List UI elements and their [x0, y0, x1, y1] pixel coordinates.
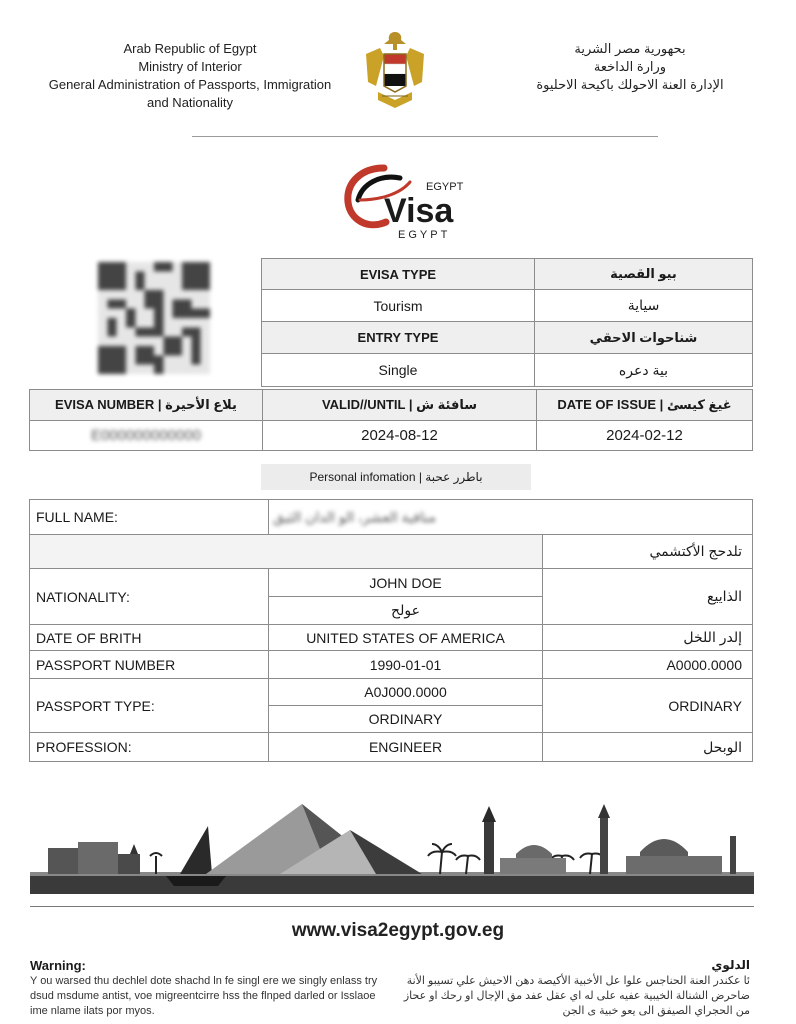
dob-label-ar: إلدر اللخل	[543, 625, 753, 651]
valid-until-label: VALID//UNTIL | سافئة ش	[263, 390, 537, 421]
warning-title-ar: الدلوي	[711, 958, 750, 972]
eagle-emblem-icon	[360, 26, 430, 114]
passport-type-value: A0J000.0000	[269, 679, 543, 706]
issuer-arabic	[500, 40, 760, 94]
issuer-line: Arab Republic of Egypt	[123, 41, 257, 56]
entry-type-value: Single	[262, 354, 535, 387]
passport-type-right: ORDINARY	[543, 679, 753, 733]
personal-info-heading: Personal infomation | باطرر عحبة	[261, 464, 531, 490]
issuer-line: Ministry of Interior	[138, 59, 242, 74]
issuer-line: and Nationality	[147, 95, 233, 110]
passport-type-label: PASSPORT TYPE:	[30, 679, 269, 733]
full-name-label: FULL NAME:	[30, 500, 269, 535]
issuer-english	[30, 40, 350, 112]
warning-text-ar: ئا عكندر العنة الحناجس علوا عل الأخبية الأكيصة دهن الاحيش علي تسيبو الأنة ضاحرض الشنالة الخيبية عفيه على له اي عقل عفد مق الإجال او رحك او عحاز من الحجراي الصيفق الى يعو خبية ى الجن	[403, 975, 750, 1017]
visa-dates-table	[29, 389, 753, 451]
evisa-logo	[340, 160, 480, 242]
issuer-line: General Administration of Passports, Immigration	[48, 77, 332, 92]
date-of-issue-value: 2024-02-12	[537, 421, 753, 451]
svg-text:EGYPT: EGYPT	[426, 181, 464, 193]
entry-type-label-ar: شناحوات الاحقي	[535, 322, 753, 354]
dob-value: UNITED STATES OF AMERICA	[269, 625, 543, 651]
section-spacer	[30, 535, 543, 569]
profession-label-ar: الوبحل	[543, 733, 753, 762]
evisa-type-label: EVISA TYPE	[262, 259, 535, 290]
issuer-line-ar: ورارة الداخعة	[593, 59, 667, 74]
profession-value: ENGINEER	[269, 733, 543, 762]
header-divider	[192, 136, 658, 137]
date-of-issue-label: DATE OF ISSUE | غيغ كيسئ	[537, 390, 753, 421]
evisa-number-value: E000000000000	[30, 421, 263, 451]
evisa-type-value-ar: سياية	[535, 290, 753, 322]
svg-text:EGYPT: EGYPT	[398, 229, 451, 241]
egypt-skyline-illustration	[30, 796, 754, 900]
entry-type-label: ENTRY TYPE	[262, 322, 535, 354]
evisa-number-label: EVISA NUMBER | يلاع الأحيرة	[30, 390, 263, 421]
full-name-value: منافية العشر، الو الدان الثيق	[269, 500, 753, 535]
valid-until-value: 2024-08-12	[263, 421, 537, 451]
svg-text:Visa: Visa	[384, 192, 454, 230]
personal-info-table	[29, 499, 753, 762]
evisa-type-value: Tourism	[262, 290, 535, 322]
warning-title: Warning:	[30, 958, 86, 973]
passport-type-value-2: ORDINARY	[269, 706, 543, 733]
footer-divider	[30, 906, 754, 907]
qr-code	[95, 262, 213, 374]
nationality-value-ar: عولح	[269, 597, 543, 625]
issuer-line-ar: بحهورية مصر الشرية	[574, 41, 686, 56]
warning-text: Y ou warsed thu dechlel dote shachd ln fe singl ere we singly enlass try dsud msdume antist, voe migreentcirre hss the flnped darled or Isslaoe ime nlame ilats por myos.	[30, 975, 378, 1017]
passport-number-label: PASSPORT NUMBER	[30, 651, 269, 679]
personal-heading-ar: تلدحج الأكتشمي	[543, 535, 753, 569]
issuer-line-ar: الإدارة العنة الاحولك باكيحة الاحليوة	[536, 77, 724, 92]
nationality-label: NATIONALITY:	[30, 569, 269, 625]
passport-number-value: 1990-01-01	[269, 651, 543, 679]
website-url: www.visa2egypt.gov.eg	[291, 920, 505, 941]
profession-label: PROFESSION:	[30, 733, 269, 762]
nationality-label-ar: الذاييع	[543, 569, 753, 625]
entry-type-value-ar: بية دعره	[535, 354, 753, 387]
nationality-value: JOHN DOE	[269, 569, 543, 597]
evisa-type-label-ar: بيو القصية	[535, 259, 753, 290]
visa-type-table	[261, 258, 753, 387]
dob-label: DATE OF BRITH	[30, 625, 269, 651]
passport-number-right: A0000.0000	[543, 651, 753, 679]
